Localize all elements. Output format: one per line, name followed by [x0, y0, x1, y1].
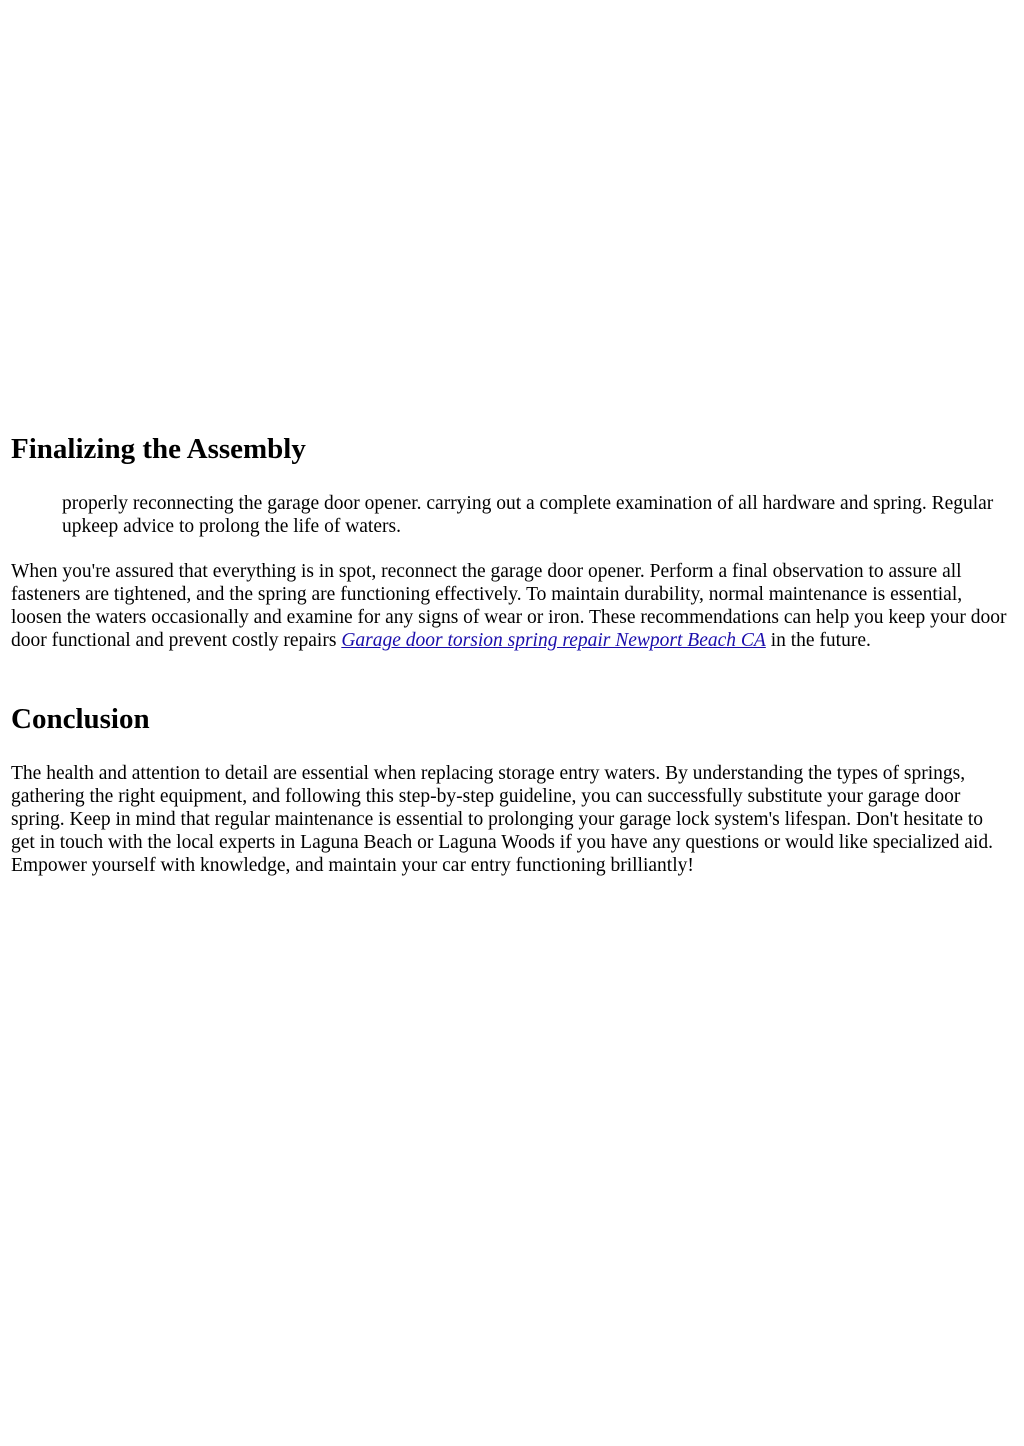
- conclusion-paragraph: The health and attention to detail are essential when replacing storage entry waters. By understanding the types of springs, gathering the right equipment, and following this step-by-step guideline, you can successfully substitute your garage door spring. Keep in mind that regular maintenance is essential to prolonging your garage lock system's lifespan. Don't hesitate to get in touch with the local experts in Laguna Beach or Laguna Woods if you have any questions or would like specialized aid. Empower yourself with knowledge, and maintain your car entry functioning brilliantly!: [11, 763, 994, 876]
- heading-finalizing-assembly: Finalizing the Assembly: [11, 433, 306, 465]
- heading-conclusion: Conclusion: [11, 703, 150, 735]
- paragraph-text-before-link: When you're assured that everything is in spot, reconnect the garage door opener. Perform a final observation to assure all fasteners are tightened, and the spring are functioning effectively. To maintain durability, normal maintenance is essential, loosen the waters occasionally and examine for any signs of wear or iron. These recommendations can help you keep your door door functional and prevent costly repairs: [11, 561, 1007, 651]
- torsion-spring-repair-link[interactable]: Garage door torsion spring repair Newport Beach CA: [341, 630, 766, 651]
- summary-quote: properly reconnecting the garage door opener. carrying out a complete examination of all hardware and spring. Regular upkeep advice to prolong the life of waters.: [62, 493, 994, 537]
- paragraph-text-after-link: in the future.: [765, 630, 871, 651]
- finalizing-paragraph: [11, 560, 1007, 652]
